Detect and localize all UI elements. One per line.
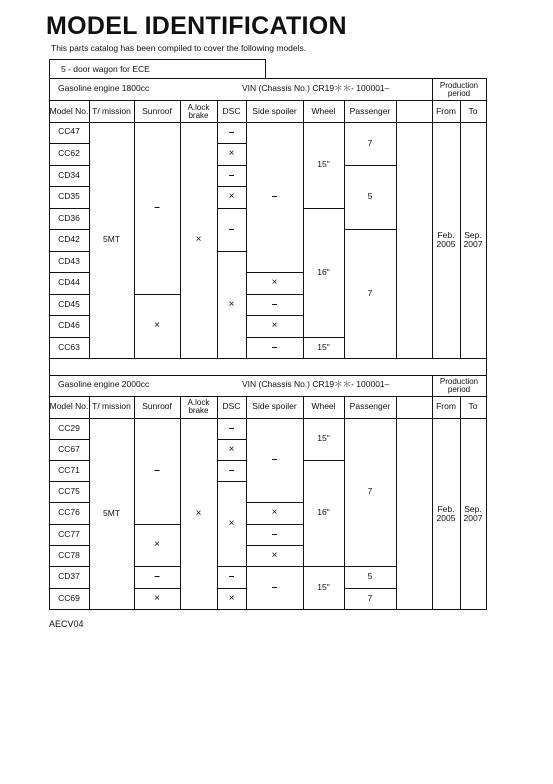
wheel-value: 16" [317, 507, 330, 518]
model-number: CD46 [58, 319, 80, 330]
spoiler-value: × [271, 549, 278, 561]
header-to: To [468, 401, 478, 412]
wheel-value: 15" [317, 581, 330, 592]
dsc-value: – [228, 126, 235, 138]
header-dsc: DSC [222, 401, 241, 412]
transmission-value: 5MT [103, 234, 120, 245]
passenger-value: 5 [367, 191, 373, 202]
spoiler-value: – [271, 528, 278, 540]
header-abrake: A.lock brake [187, 103, 210, 120]
wheel-value: 16" [317, 266, 330, 277]
spoiler-value: – [271, 191, 278, 203]
model-number: CD43 [58, 255, 80, 266]
model-number: CC63 [58, 341, 80, 352]
model-number: CC71 [58, 464, 80, 475]
page-subtitle: This parts catalog has been compiled to cover the following models. [51, 43, 307, 53]
model-number: CD36 [58, 212, 80, 223]
sunroof-value: – [154, 571, 160, 583]
footer-code: AECV04 [49, 619, 84, 629]
vin-label: VIN (Chassis No.) CR19＊＊- 100001– [242, 83, 390, 94]
header-passenger: Passenger [349, 401, 391, 412]
model-number: CD37 [58, 570, 80, 581]
sunroof-value: × [154, 539, 160, 551]
model-number: CD34 [58, 169, 80, 180]
dsc-value: × [228, 443, 235, 455]
dsc-value: – [228, 571, 235, 583]
passenger-value: 5 [367, 571, 373, 582]
dsc-value: × [228, 191, 235, 203]
header-sunroof: Sunroof [142, 106, 172, 117]
model-number: CC29 [58, 422, 80, 433]
page-title: MODEL IDENTIFICATION [46, 12, 347, 40]
engine-label: Gasoline engine 1800cc [58, 83, 150, 94]
production-from: Feb. 2005 [436, 503, 456, 523]
spoiler-value: – [271, 581, 278, 593]
header-wheel: Wheel [311, 401, 336, 412]
transmission-value: 5MT [103, 507, 120, 518]
dsc-value: – [228, 464, 235, 476]
header-passenger: Passenger [349, 106, 391, 117]
engine-label: Gasoline engine 2000cc [58, 379, 150, 390]
model-number: CC76 [58, 506, 80, 517]
vin-label: VIN (Chassis No.) CR19＊＊- 100001– [242, 379, 390, 390]
sunroof-value: – [154, 202, 160, 214]
header-transmission: T/ mission [92, 106, 131, 117]
model-number: CC77 [58, 528, 80, 539]
model-number: CC69 [58, 592, 80, 603]
production-from: Feb. 2005 [436, 230, 456, 249]
spoiler-value: × [271, 507, 278, 519]
header-wheel: Wheel [311, 106, 336, 117]
sunroof-value: × [154, 320, 160, 332]
abrake-value: × [195, 234, 202, 246]
wheel-value: 15" [317, 159, 330, 170]
dsc-value: – [228, 169, 235, 181]
dsc-value: – [228, 422, 235, 434]
spoiler-value: – [271, 454, 278, 466]
passenger-value: 7 [367, 592, 373, 603]
production-to: Sep. 2007 [463, 230, 483, 249]
model-number: CD35 [58, 190, 80, 201]
abrake-value: × [195, 507, 202, 519]
header-model-no: Model No. [49, 106, 89, 117]
sunroof-value: – [154, 465, 160, 477]
production-to: Sep. 2007 [463, 503, 483, 523]
model-number: CD44 [58, 276, 80, 287]
header-to: To [468, 106, 478, 117]
model-number: CD45 [58, 298, 80, 309]
spoiler-value: × [271, 320, 278, 332]
model-number: CD42 [58, 233, 80, 244]
spoiler-value: × [271, 277, 278, 289]
header-spoiler: Side spoiler [252, 401, 297, 412]
production-header: Production period [439, 376, 479, 394]
production-header: Production period [439, 80, 479, 98]
passenger-value: 7 [367, 287, 373, 298]
spoiler-value: – [271, 341, 278, 353]
passenger-value: 7 [367, 486, 373, 497]
dsc-value: – [228, 223, 235, 235]
dsc-value: × [228, 517, 235, 529]
model-group-label: 5 - door wagon for ECE [49, 59, 266, 78]
header-model-no: Model No. [49, 401, 89, 412]
wheel-value: 15" [317, 341, 330, 352]
model-number: CC67 [58, 443, 80, 454]
header-spoiler: Side spoiler [252, 106, 297, 117]
model-number: CC78 [58, 549, 80, 560]
header-transmission: T/ mission [92, 401, 131, 412]
model-number: CC75 [58, 485, 80, 496]
model-number: CC47 [58, 126, 80, 137]
model-number: CC62 [58, 147, 80, 158]
header-from: From [436, 401, 456, 412]
dsc-value: × [228, 298, 235, 310]
header-abrake: A.lock brake [187, 398, 210, 415]
header-from: From [436, 106, 456, 117]
header-sunroof: Sunroof [142, 401, 172, 412]
wheel-value: 15" [317, 433, 330, 444]
header-dsc: DSC [222, 106, 241, 117]
sunroof-value: × [154, 592, 160, 604]
dsc-value: × [228, 148, 235, 160]
dsc-value: × [228, 592, 235, 604]
spoiler-value: – [271, 298, 278, 310]
passenger-value: 7 [367, 137, 373, 148]
